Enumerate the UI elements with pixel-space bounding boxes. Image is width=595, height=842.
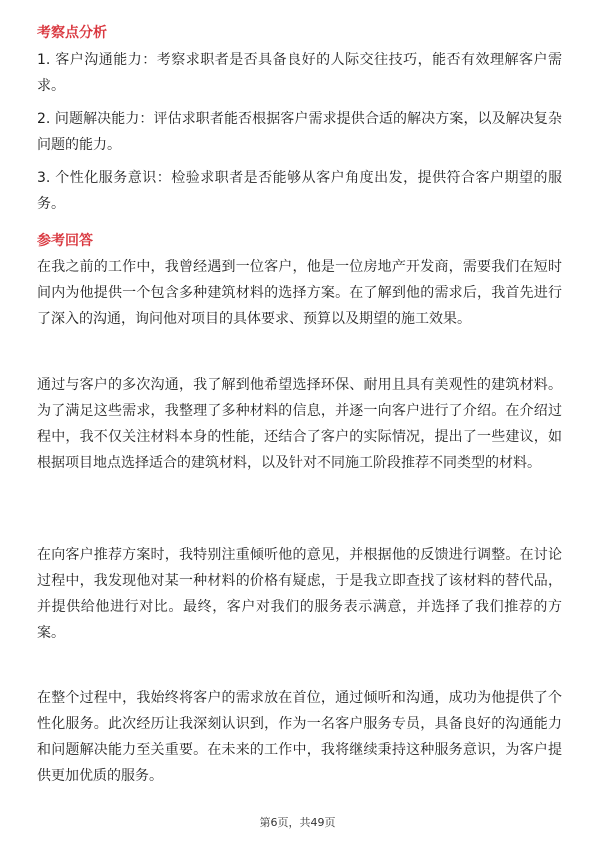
answer-paragraph-4: 在整个过程中，我始终将客户的需求放在首位，通过倾听和沟通，成功为他提供了个性化服务。此次经历让我深刻认识到，作为一名客户服务专员，具备良好的沟通能力和问题解决能力至关重要。在未来的工作中，我将继续秉持这种服务意识，为客户提供更加优质的服务。 [37,690,562,784]
page-number-footer: 第6页，共49页 [259,816,336,829]
answer-paragraph-3: 在向客户推荐方案时，我特别注重倾听他的意见，并根据他的反馈进行调整。在讨论过程中，我发现他对某一种材料的价格有疑虑，于是我立即查找了该材料的替代品，并提供给他进行对比。最终，客户对我们的服务表示满意，并选择了我们推荐的方案。 [37,547,562,641]
analysis-heading: 考察点分析 [37,25,107,41]
analysis-item-2: 2. 问题解决能力：评估求职者能否根据客户需求提供合适的解决方案，以及解决复杂问题的能力。 [37,111,562,153]
answer-paragraph-1: 在我之前的工作中，我曾经遇到一位客户，他是一位房地产开发商，需要我们在短时间内为他提供一个包含多种建筑材料的选择方案。在了解到他的需求后，我首先进行了深入的沟通，询问他对项目的具体要求、预算以及期望的施工效果。 [37,259,562,327]
answer-heading: 参考回答 [37,233,93,249]
analysis-item-1: 1. 客户沟通能力：考察求职者是否具备良好的人际交往技巧，能否有效理解客户需求。 [37,52,562,94]
answer-paragraph-2: 通过与客户的多次沟通，我了解到他希望选择环保、耐用且具有美观性的建筑材料。为了满足这些需求，我整理了多种材料的信息，并逐一向客户进行了介绍。在介绍过程中，我不仅关注材料本身的性能，还结合了客户的实际情况，提出了一些建议，如根据项目地点选择适合的建筑材料，以及针对不同施工阶段推荐不同类型的材料。 [37,377,562,471]
analysis-item-3: 3. 个性化服务意识：检验求职者是否能够从客户角度出发，提供符合客户期望的服务。 [37,170,562,212]
